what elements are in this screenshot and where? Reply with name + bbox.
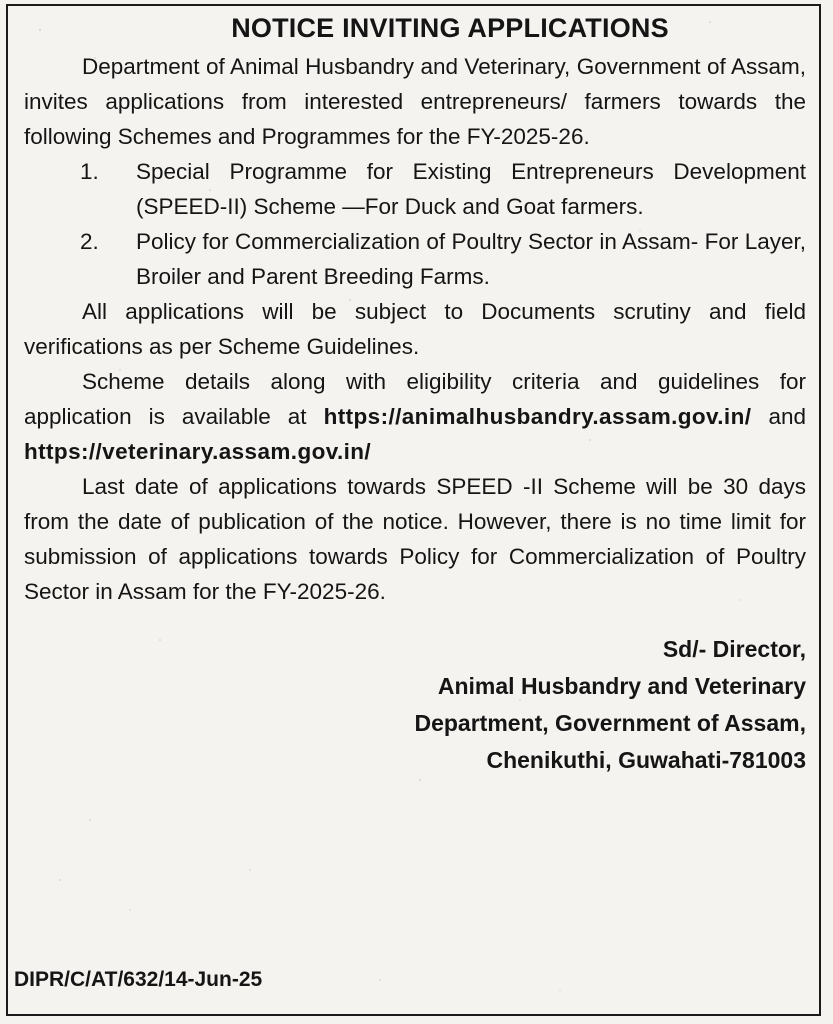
signature-line: Department, Government of Assam, bbox=[414, 710, 806, 736]
and-text: and bbox=[768, 404, 806, 429]
scrutiny-paragraph: All applications will be subject to Documents scrutiny and field verifications as per Scheme Guidelines. bbox=[24, 299, 806, 359]
details-paragraph bbox=[24, 364, 806, 469]
scheme-list bbox=[24, 154, 806, 294]
signature-line: Chenikuthi, Guwahati-781003 bbox=[486, 747, 806, 773]
reference-number: DIPR/C/AT/632/14-Jun-25 bbox=[14, 968, 263, 991]
signature-block bbox=[24, 631, 806, 779]
list-item-number: 1. bbox=[80, 159, 99, 184]
signature-line: Animal Husbandry and Veterinary bbox=[437, 673, 806, 699]
list-item bbox=[24, 224, 806, 294]
signature-line: Sd/- Director, bbox=[662, 636, 806, 662]
notice-body bbox=[24, 10, 806, 779]
intro-paragraph: Department of Animal Husbandry and Veterinary, Government of Assam, invites applications from interested entrepreneurs/ farmers towards the following Schemes and Programmes for the FY-2025-26. bbox=[24, 54, 806, 149]
veterinary-url[interactable]: https://veterinary.assam.gov.in/ bbox=[24, 439, 372, 464]
deadline-paragraph: Last date of applications towards SPEED -II Scheme will be 30 days from the date of publication of the notice. However, there is no time limit for submission of applications towards Policy for Commercialization of Poultry Sector in Assam for the FY-2025-26. bbox=[24, 474, 806, 604]
list-item bbox=[24, 154, 806, 224]
list-item-text: Policy for Commercialization of Poultry Sector in Assam- For Layer, Broiler and Parent Breeding Farms. bbox=[136, 229, 806, 289]
details-text: Scheme details along with eligibility criteria and guidelines for application is available at bbox=[24, 369, 806, 429]
list-item-number: 2. bbox=[80, 229, 99, 254]
notice-title: NOTICE INVITING APPLICATIONS bbox=[231, 13, 669, 43]
list-item-text: Special Programme for Existing Entrepreneurs Development (SPEED-II) Scheme —For Duck and Goat farmers. bbox=[136, 159, 806, 219]
animal-husbandry-url[interactable]: https://animalhusbandry.assam.gov.in/ bbox=[323, 404, 752, 429]
